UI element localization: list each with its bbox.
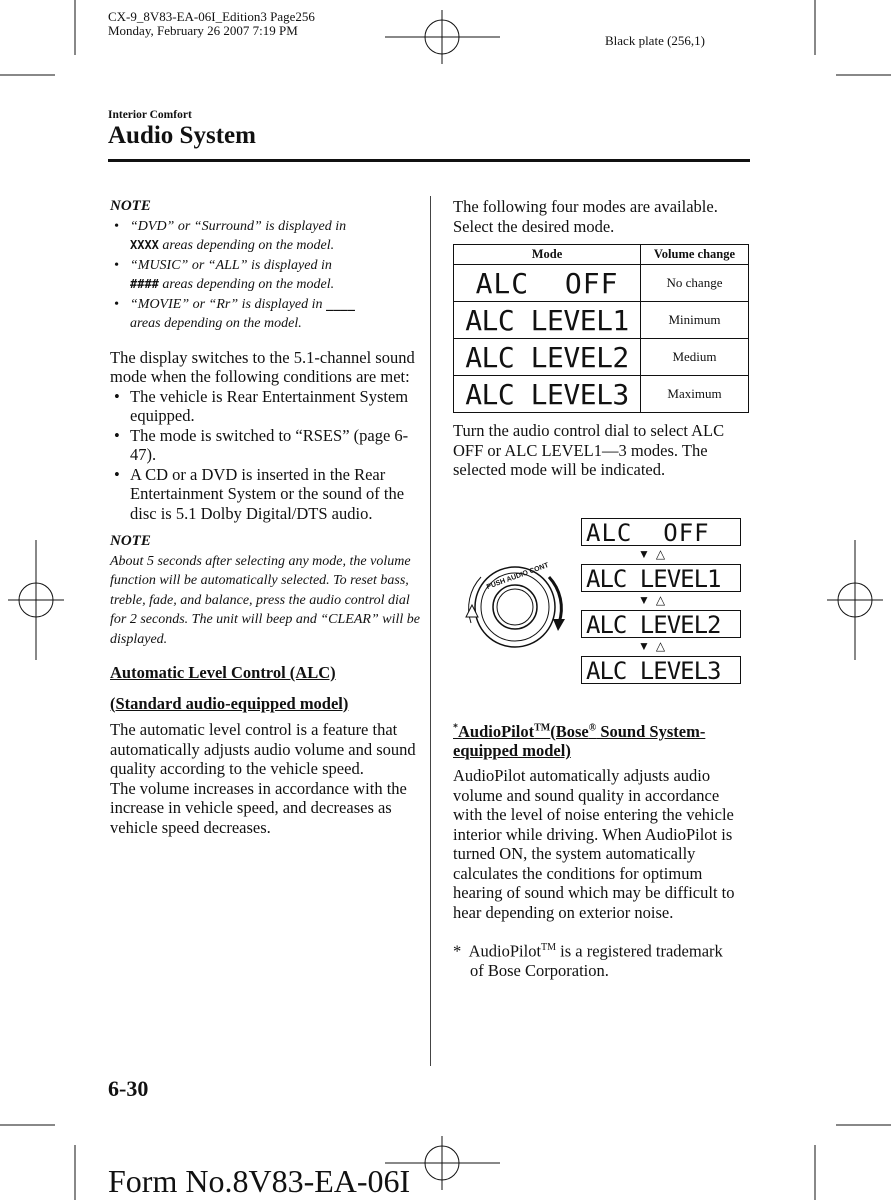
mode-display: ALC LEVEL3 — [454, 376, 641, 413]
alc-text-2: The volume increases in accordance with the increase in vehicle speed, and decreases as vehicle speed decreases. — [110, 778, 407, 837]
diagram-display: ALC OFF — [581, 518, 741, 546]
table-row — [454, 265, 749, 302]
note1-heading: NOTE — [110, 198, 151, 214]
condition-item: • The mode is switched to “RSES” (page 6-47). — [110, 426, 420, 465]
note1-item: • “MUSIC” or “ALL” is displayed in #### areas depending on the model. — [110, 256, 420, 295]
page-number: 6-30 — [108, 1076, 149, 1101]
mode-table — [453, 244, 749, 413]
audiopilot-text: AudioPilot automatically adjusts audio volume and sound quality in accordance with the level of noise entering the vehicle interior while driving. When AudioPilot is turned ON, the system automatically calculates the conditions for optimum hearing of sound which may be difficult to hear depending on exterior noise. — [453, 766, 735, 922]
section-label: Interior Comfort — [108, 109, 192, 121]
arrow-icons: ▼ △ — [638, 547, 666, 561]
note2-text: About 5 seconds after selecting any mode, the volume function will be automatically selected. To reset bass, treble, fade, and balance, press the audio control dial for 2 seconds. The unit will beep and “CLEAR” will be displayed. — [110, 553, 420, 647]
table-row — [454, 339, 749, 376]
modes-intro: The following four modes are available. Select the desired mode. — [453, 197, 718, 236]
print-header-plate: Black plate (256,1) — [605, 33, 705, 48]
alc-diagram — [453, 515, 753, 685]
note1-list — [110, 217, 420, 334]
diagram-display: ALC LEVEL3 — [581, 656, 741, 684]
diagram-display: ALC LEVEL1 — [581, 564, 741, 592]
volume-column-header: Volume change — [641, 245, 749, 265]
condition-list — [110, 387, 420, 524]
condition-item: • A CD or a DVD is inserted in the Rear Entertainment System or the sound of the disc is 5.1 Dolby Digital/DTS audio. — [110, 465, 420, 524]
volume-change: Minimum — [641, 302, 749, 339]
movie-area-glyph: ____ — [326, 296, 355, 311]
mode-display: ALC LEVEL1 — [454, 302, 641, 339]
volume-change: Maximum — [641, 376, 749, 413]
mode-display: ALC LEVEL2 — [454, 339, 641, 376]
volume-change: No change — [641, 265, 749, 302]
title-rule — [108, 159, 750, 162]
note1-item: • “MOVIE” or “Rr” is displayed in ____ areas depending on the model. — [110, 295, 420, 334]
dial-label: PUSH AUDIO CONT — [485, 562, 550, 591]
arrow-icons: ▼ △ — [638, 639, 666, 653]
footnote: * AudioPilot™ is a registered trademark of Bose Corporation. — [453, 941, 723, 980]
note2-heading: NOTE — [110, 533, 151, 549]
column-divider — [430, 196, 431, 1066]
left-column — [110, 197, 420, 837]
mode-display: ALC OFF — [454, 265, 641, 302]
table-row — [454, 376, 749, 413]
condition-item: • The vehicle is Rear Entertainment System equipped. — [110, 387, 420, 426]
table-row — [454, 302, 749, 339]
alc-subheading: (Standard audio-equipped model) — [110, 693, 349, 713]
diagram-display: ALC LEVEL2 — [581, 610, 741, 638]
turn-dial-text: Turn the audio control dial to select ALC OFF or ALC LEVEL1—3 modes. The selected mode will be indicated. — [453, 421, 725, 479]
print-header-line1: CX-9_8V83-EA-06I_Edition3 Page256 — [108, 9, 315, 24]
page-title: Audio System — [108, 122, 256, 149]
form-number: Form No.8V83-EA-06I — [108, 1163, 411, 1199]
mode-column-header: Mode — [454, 245, 641, 265]
arrow-icons: ▼ △ — [638, 593, 666, 607]
audiopilot-heading: *AudioPilot™(Bose® Sound System- equipped model) — [453, 721, 706, 760]
para-51-channel: The display switches to the 5.1-channel sound mode when the following conditions are met: — [110, 347, 415, 386]
alc-text: The automatic level control is a feature that automatically adjusts audio volume and sound quality according to the vehicle speed. — [110, 720, 416, 778]
dvd-area-glyph: XXXX — [130, 238, 159, 252]
volume-change: Medium — [641, 339, 749, 376]
music-area-glyph: #### — [130, 277, 159, 291]
note1-item: • “DVD” or “Surround” is displayed in XXXX areas depending on the model. — [110, 217, 420, 256]
print-header-line2: Monday, February 26 2007 7:19 PM — [108, 23, 298, 38]
alc-heading: Automatic Level Control (ALC) — [110, 663, 336, 682]
